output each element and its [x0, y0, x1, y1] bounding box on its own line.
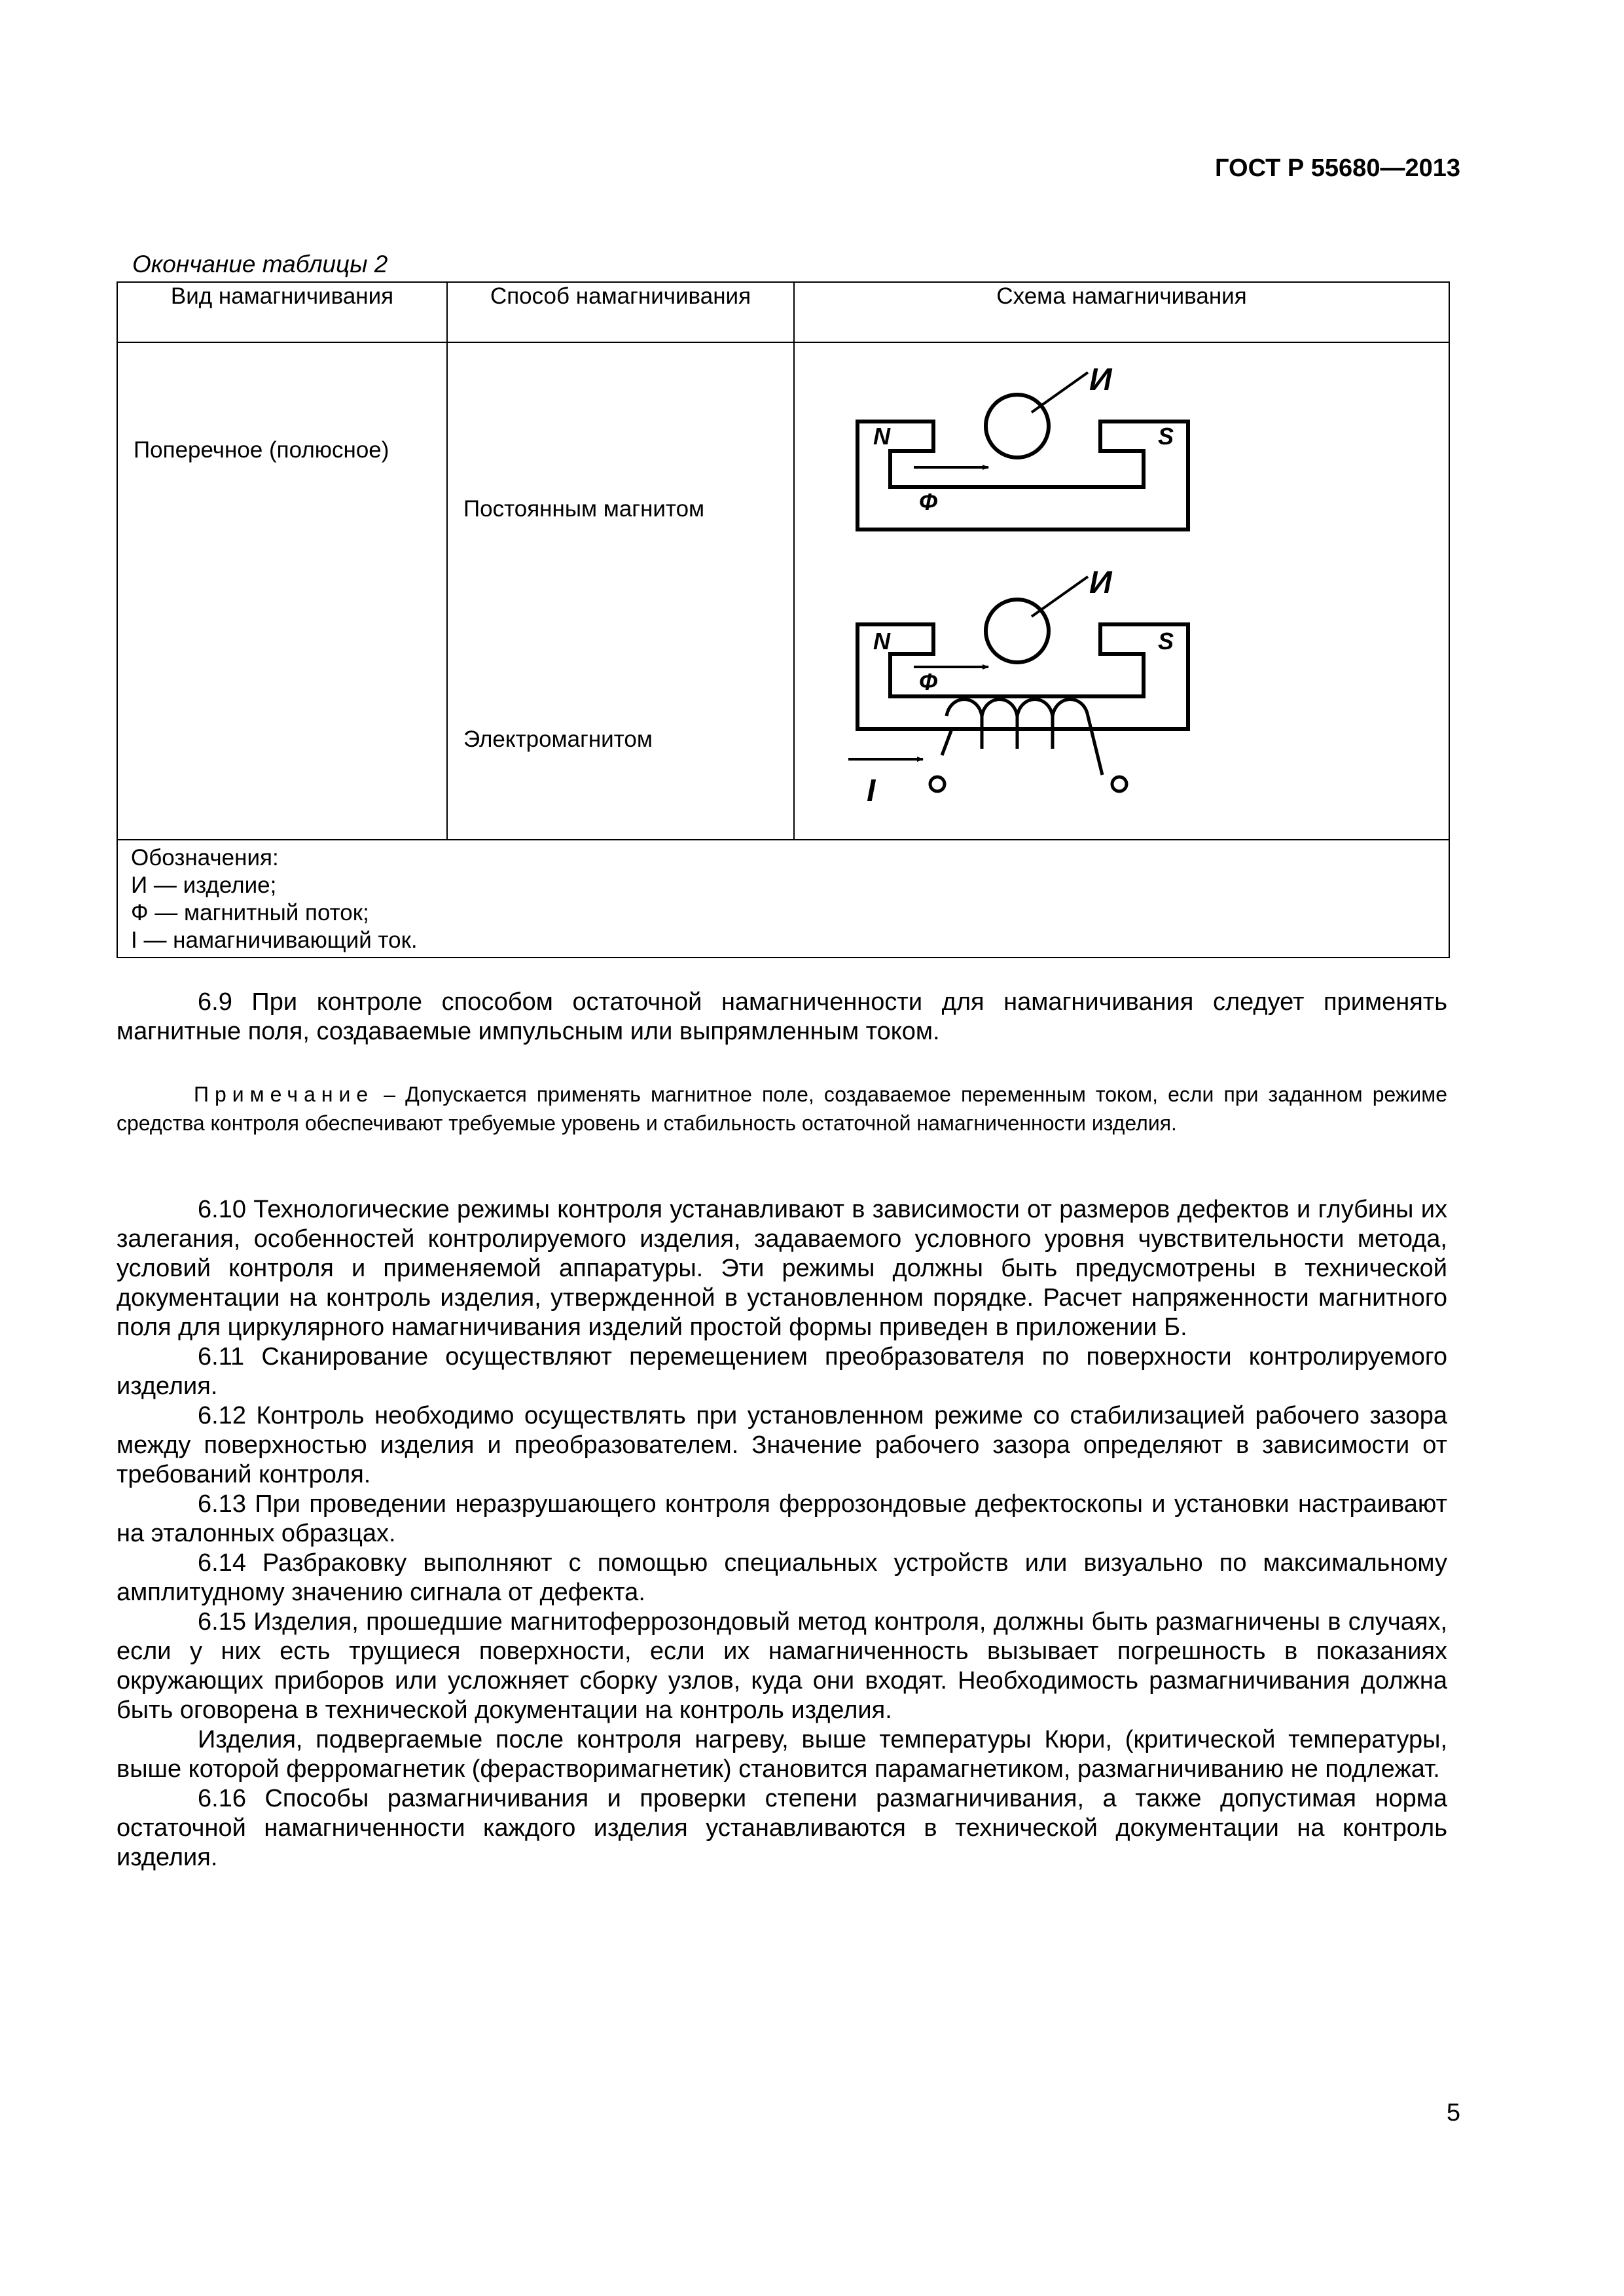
scheme-cell	[794, 342, 1449, 840]
note-label: Примечание	[194, 1083, 374, 1106]
paragraph-6-16: 6.16 Способы размагничивания и проверки степени размагничивания, а также допустимая норма остаточной намагниченности каждого изделия устанавливаются в технической документации на контроль изделия.	[117, 1785, 1447, 1871]
header-scheme: Схема намагничивания	[996, 283, 1247, 309]
label-south-1: S	[1158, 423, 1174, 450]
table-notes	[118, 840, 1449, 957]
paragraph-6-9: 6.9 При контроле способом остаточной намагниченности для намагничивания следует применять магнитные поля, создаваемые импульсным или выпрямленным током.	[117, 988, 1447, 1045]
header-method: Способ намагничивания	[490, 283, 751, 309]
note-text: – Допускается применять магнитное поле, создаваемое переменным током, если при заданном режиме средства контроля обеспечивают требуемые уровень и стабильность остаточной намагниченности изделия.	[117, 1083, 1447, 1135]
magnetization-table	[117, 281, 1450, 958]
notes-title: Обозначения:	[131, 845, 279, 870]
notes-cell	[117, 840, 1449, 958]
note-flux: Ф — магнитный поток;	[131, 900, 369, 925]
label-product-1: И	[1089, 363, 1112, 397]
method-permanent-magnet: Постоянным магнитом	[463, 496, 705, 522]
label-north-2: N	[873, 628, 890, 655]
label-north-1: N	[873, 423, 890, 450]
paragraph-6-9-block	[117, 988, 1447, 1047]
header-cell-method	[447, 282, 794, 342]
paragraph-6-14: 6.14 Разбраковку выполняют с помощью специальных устройств или визуально по максимальному амплитудному значению сигнала от дефекта.	[117, 1549, 1447, 1606]
permanent-magnet-scheme	[857, 363, 1188, 529]
header-cell-type	[117, 282, 447, 342]
label-current: I	[867, 774, 876, 808]
type-cell	[117, 342, 447, 840]
note-product: И — изделие;	[131, 872, 277, 898]
paragraph-6-10: 6.10 Технологические режимы контроля устанавливают в зависимости от размеров дефектов и глубины их залегания, особенностей контролируемого изделия, задаваемого условного уровня чувствительности метода, условий контроля и применяемой аппаратуры. Эти режимы должны быть предусмотрены в технической документации на контроль изделия, утвержденной в установленном порядке. Расчет напряженности магнитного поля для циркулярного намагничивания изделий простой формы приведен в приложении Б.	[117, 1196, 1447, 1341]
header-cell-scheme	[794, 282, 1449, 342]
label-product-2: И	[1089, 565, 1112, 600]
page-number: 5	[1446, 2099, 1460, 2126]
main-text	[117, 1195, 1447, 1873]
note-block	[117, 1080, 1447, 1138]
label-south-2: S	[1158, 628, 1174, 655]
header-type: Вид намагничивания	[170, 283, 394, 309]
label-flux-1: Ф	[919, 488, 938, 515]
paragraph-6-11: 6.11 Сканирование осуществляют перемещением преобразователя по поверхности контролируемого изделия.	[117, 1343, 1447, 1400]
method-electromagnet: Электромагнитом	[463, 726, 653, 752]
paragraph-6-13: 6.13 При проведении неразрушающего контроля феррозондовые дефектоскопы и установки настраивают на эталонных образцах.	[117, 1490, 1447, 1547]
table-caption: Окончание таблицы 2	[132, 251, 388, 278]
type-value: Поперечное (полюсное)	[134, 437, 389, 463]
paragraph-curie: Изделия, подвергаемые после контроля нагреву, выше температуры Кюри, (критической температуры, выше которой ферромагнетик (ферaстворимагнетик) становится парамагнетиком, размагничиванию не подлежат.	[117, 1726, 1447, 1783]
note-current: I — намагничивающий ток.	[131, 927, 418, 953]
document-header: ГОСТ Р 55680—2013	[1215, 154, 1460, 182]
magnetization-schemes	[795, 343, 1447, 839]
paragraph-6-15: 6.15 Изделия, прошедшие магнитоферрозондовый метод контроля, должны быть размагничены в случаях, если у них есть трущиеся поверхности, если их намагниченность вызывает погрешность в показаниях окружающих приборов или усложняет сборку узлов, куда они входят. Необходимость размагничивания должна быть оговорена в технической документации на контроль изделия.	[117, 1608, 1447, 1724]
electromagnet-scheme	[848, 565, 1188, 808]
method-cell	[447, 342, 794, 840]
label-flux-2: Ф	[919, 668, 938, 695]
paragraph-6-12: 6.12 Контроль необходимо осуществлять при установленном режиме со стабилизацией рабочего зазора между поверхностью изделия и преобразователем. Значение рабочего зазора определяют в зависимости от требований контроля.	[117, 1402, 1447, 1488]
